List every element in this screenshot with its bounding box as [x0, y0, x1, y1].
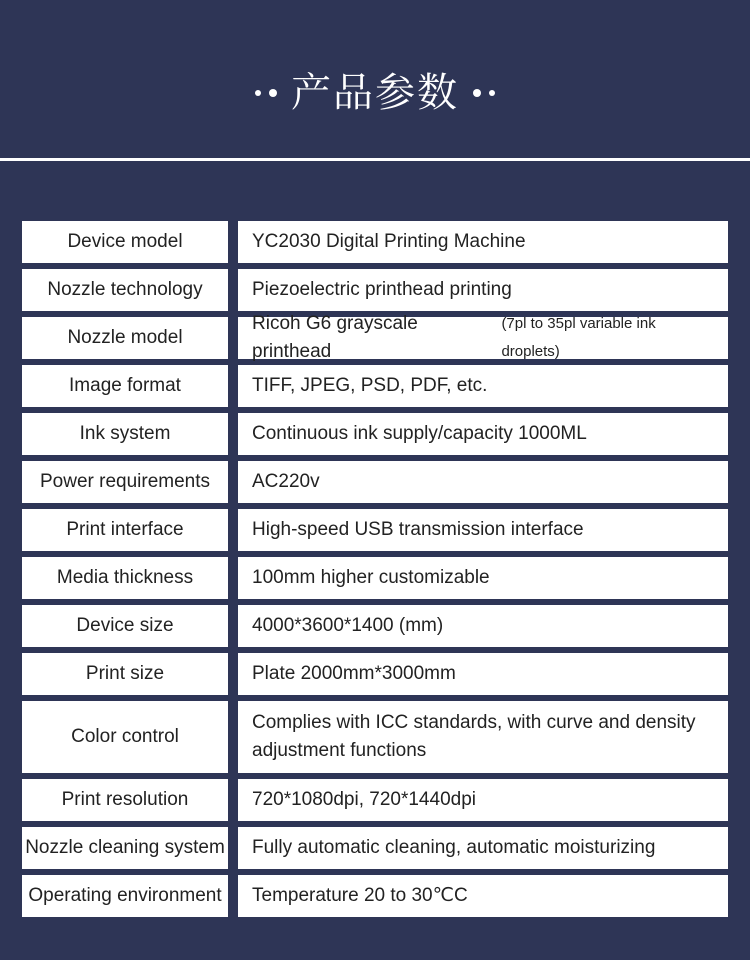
spec-label: Device model — [22, 221, 228, 263]
spec-row — [22, 779, 728, 821]
spec-label: Power requirements — [22, 461, 228, 503]
spec-label: Print resolution — [22, 779, 228, 821]
right-dots — [473, 89, 495, 97]
dot-icon — [269, 89, 277, 97]
spec-value: 4000*3600*1400 (mm) — [238, 605, 728, 647]
spec-value: Continuous ink supply/capacity 1000ML — [238, 413, 728, 455]
spec-label: Print interface — [22, 509, 228, 551]
spec-row — [22, 653, 728, 695]
spec-label: Ink system — [22, 413, 228, 455]
spec-value: Fully automatic cleaning, automatic moisturizing — [238, 827, 728, 869]
spec-row — [22, 827, 728, 869]
spec-table — [22, 221, 728, 923]
spec-value-note: (7pl to 35pl variable ink droplets) — [501, 315, 656, 360]
spec-row — [22, 605, 728, 647]
spec-row — [22, 221, 728, 263]
header-divider — [0, 158, 750, 161]
spec-label: Nozzle model — [22, 317, 228, 359]
spec-value: YC2030 Digital Printing Machine — [238, 221, 728, 263]
spec-value — [238, 313, 728, 362]
spec-value: Temperature 20 to 30℃C — [238, 875, 728, 917]
spec-row — [22, 509, 728, 551]
page-title: 产品参数 — [291, 70, 459, 116]
dot-icon — [489, 90, 495, 96]
title-bar — [0, 66, 750, 120]
spec-row — [22, 461, 728, 503]
spec-label: Image format — [22, 365, 228, 407]
dot-icon — [255, 90, 261, 96]
spec-value: High-speed USB transmission interface — [238, 509, 728, 551]
spec-row — [22, 269, 728, 311]
spec-value: 720*1080dpi, 720*1440dpi — [238, 779, 728, 821]
left-dots — [255, 89, 277, 97]
spec-row — [22, 413, 728, 455]
spec-row — [22, 557, 728, 599]
header — [0, 0, 750, 158]
spec-value: Complies with ICC standards, with curve and density adjustment functions — [238, 701, 728, 773]
spec-label: Nozzle cleaning system — [22, 827, 228, 869]
spec-row — [22, 313, 728, 362]
spec-label: Nozzle technology — [22, 269, 228, 311]
spec-row — [22, 701, 728, 773]
dot-icon — [473, 89, 481, 97]
spec-value: 100mm higher customizable — [238, 557, 728, 599]
spec-value: AC220v — [238, 461, 728, 503]
spec-row — [22, 365, 728, 407]
spec-label: Operating environment — [22, 875, 228, 917]
spec-row — [22, 875, 728, 917]
spec-label: Device size — [22, 605, 228, 647]
spec-value: Plate 2000mm*3000mm — [238, 653, 728, 695]
spec-value-text: Ricoh G6 grayscale printhead — [252, 313, 418, 362]
spec-label: Print size — [22, 653, 228, 695]
spec-value: Piezoelectric printhead printing — [238, 269, 728, 311]
spec-label: Media thickness — [22, 557, 228, 599]
spec-label: Color control — [22, 701, 228, 773]
spec-value: TIFF, JPEG, PSD, PDF, etc. — [238, 365, 728, 407]
